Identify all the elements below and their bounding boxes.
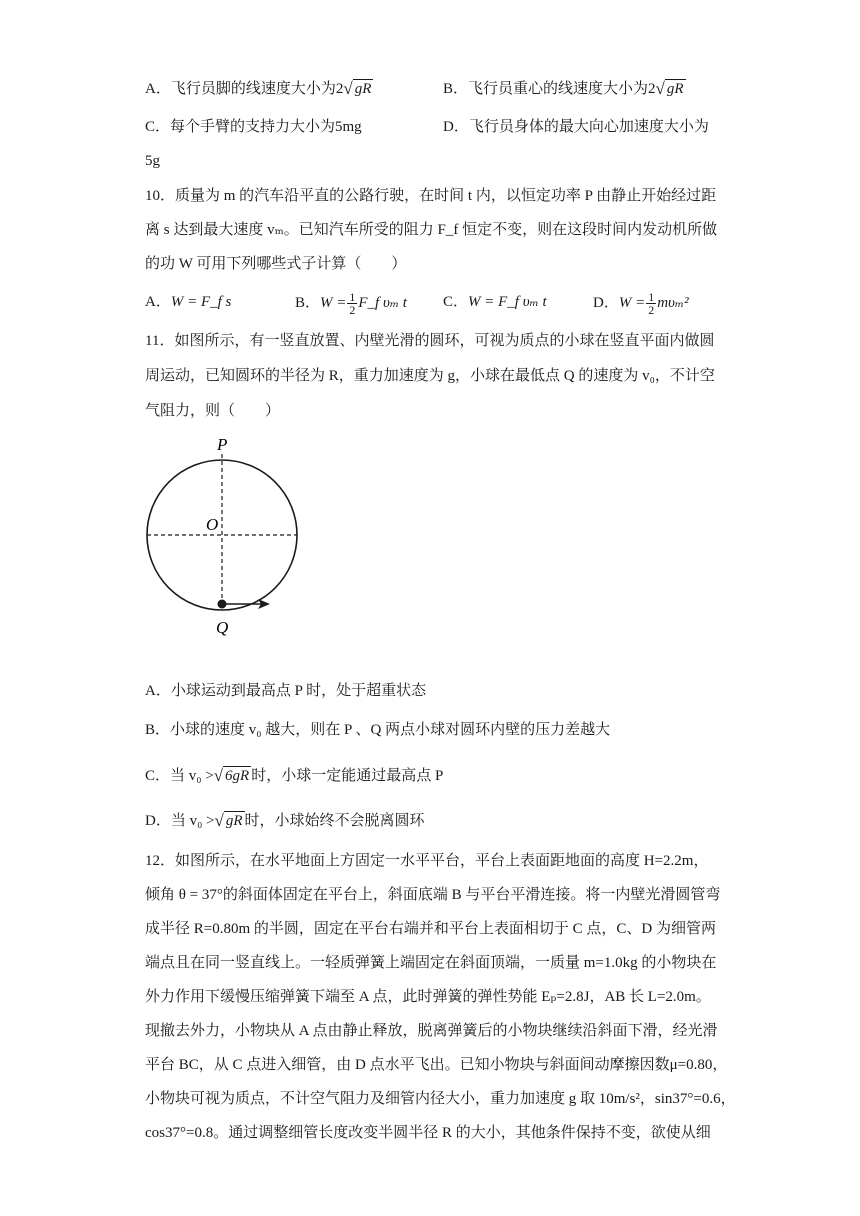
q11-option-d-radicand: gR	[225, 813, 243, 829]
q11-line-1: 11．如图所示，有一竖直放置、内壁光滑的圆环，可视为质点的小球在竖直平面内做圆	[145, 333, 715, 349]
q10-line-2: 离 s 达到最大速度 vₘ。已知汽车所受的阻力 F_f 恒定不变，则在这段时间内发动机所做	[145, 222, 718, 238]
q12-line-8: 小物块可视为质点，不计空气阻力及细管内径大小，重力加速度 g 取 10m/s²，sin37°=0.6，	[145, 1091, 736, 1107]
q10-option-c-label: C．	[443, 294, 469, 310]
q12-line-9: cos37°=0.8。通过调整细管长度改变半圆半径 R 的大小，其他条件保持不变，欲使从细	[145, 1125, 711, 1141]
q10-option-c-formula: W = F_f υₘ t	[468, 294, 547, 310]
q10-option-b	[295, 291, 407, 316]
q10-option-a-label: A．	[145, 294, 171, 310]
q9-option-a-text: A．飞行员脚的线速度大小为2	[145, 81, 344, 97]
label-o: O	[206, 515, 219, 534]
sqrt-symbol: √	[214, 811, 224, 830]
q12-line-4: 端点且在同一竖直线上。一轻质弹簧上端固定在斜面顶端，一质量 m=1.0kg 的小物块在	[145, 955, 717, 971]
q9-option-c: C．每个手臂的支持力大小为5mg	[145, 119, 362, 135]
q10-option-b-lhs: W =	[320, 294, 347, 311]
q10-option-d	[593, 291, 689, 316]
q12-line-2: 倾角 θ = 37°的斜面体固定在平台上，斜面底端 B 与平台平滑连接。将一内壁光滑圆管弯	[145, 887, 721, 903]
sqrt-symbol: √	[655, 79, 665, 98]
q10-option-d-rhs: mυₘ²	[657, 294, 689, 311]
q9-option-b-radicand: gR	[666, 81, 684, 97]
q10-option-c	[443, 291, 547, 313]
q12-line-3: 成半径 R=0.80m 的半圆，固定在平台右端并和平台上表面相切于 C 点，C、D 为细管两	[145, 921, 716, 937]
q9-option-b-text: B．飞行员重心的线速度大小为2	[443, 81, 656, 97]
q10-option-b-rhs: F_f υₘ t	[358, 294, 407, 311]
q9-option-a	[145, 77, 373, 100]
sqrt-symbol: √	[213, 766, 224, 785]
q10-option-b-label: B．	[295, 294, 321, 311]
q12-line-5: 外力作用下缓慢压缩弹簧下端至 A 点，此时弹簧的弹性势能 Eₚ=2.8J，AB 长 L=2.0m。	[145, 989, 711, 1005]
q9-option-b	[443, 77, 686, 100]
q10-option-a	[145, 291, 231, 313]
q11-option-b: B．小球的速度 v₀ 越大，则在 P 、Q 两点小球对圆环内壁的压力差越大	[145, 722, 611, 738]
q11-option-d	[145, 809, 425, 832]
q10-line-3: 的功 W 可用下列哪些式子计算（ ）	[145, 256, 407, 272]
label-p: P	[217, 435, 228, 454]
q9-option-d: D．飞行员身体的最大向心加速度大小为	[443, 119, 709, 135]
q11-option-c-post: 时，小球一定能通过最高点 P	[251, 768, 444, 784]
q12-line-1: 12．如图所示，在水平地面上方固定一水平平台，平台上表面距地面的高度 H=2.2m，	[145, 853, 709, 869]
fraction-half: $\frac{1}{2}$	[349, 290, 356, 317]
q11-option-d-post: 时，小球始终不会脱离圆环	[244, 813, 425, 829]
q10-line-1: 10．质量为 m 的汽车沿平直的公路行驶，在时间 t 内，以恒定功率 P 由静止开始经过距	[145, 188, 717, 204]
q12-line-7: 平台 BC，从 C 点进入细管，由 D 点水平飞出。已知小物块与斜面间动摩擦因数μ=0.80，	[145, 1057, 728, 1073]
q11-option-c-radicand: 6gR	[225, 768, 250, 784]
q12-line-6: 现撤去外力，小物块从 A 点由静止释放，脱离弹簧后的小物块继续沿斜面下滑，经光滑	[145, 1023, 718, 1039]
q11-line-2: 周运动，已知圆环的半径为 R，重力加速度为 g，小球在最低点 Q 的速度为 v₀，不计空	[145, 368, 715, 384]
q11-option-c-pre: C．当 v₀ >	[145, 768, 214, 784]
q11-option-c	[145, 764, 443, 787]
q10-option-d-lhs: W =	[618, 294, 646, 311]
q9-option-d-cont: 5g	[145, 153, 160, 169]
q11-line-3: 气阻力，则（ ）	[145, 403, 281, 419]
q11-figure-circle	[140, 432, 310, 642]
q11-option-d-pre: D．当 v₀ >	[145, 813, 215, 829]
q9-option-a-radicand: gR	[354, 81, 372, 97]
fraction-half: $\frac{1}{2}$	[648, 290, 655, 317]
q11-option-a: A．小球运动到最高点 P 时，处于超重状态	[145, 683, 427, 699]
label-q: Q	[216, 618, 229, 637]
q10-option-d-label: D．	[593, 294, 619, 311]
q10-option-a-formula: W = F_f s	[170, 294, 232, 310]
sqrt-symbol: √	[343, 79, 353, 98]
